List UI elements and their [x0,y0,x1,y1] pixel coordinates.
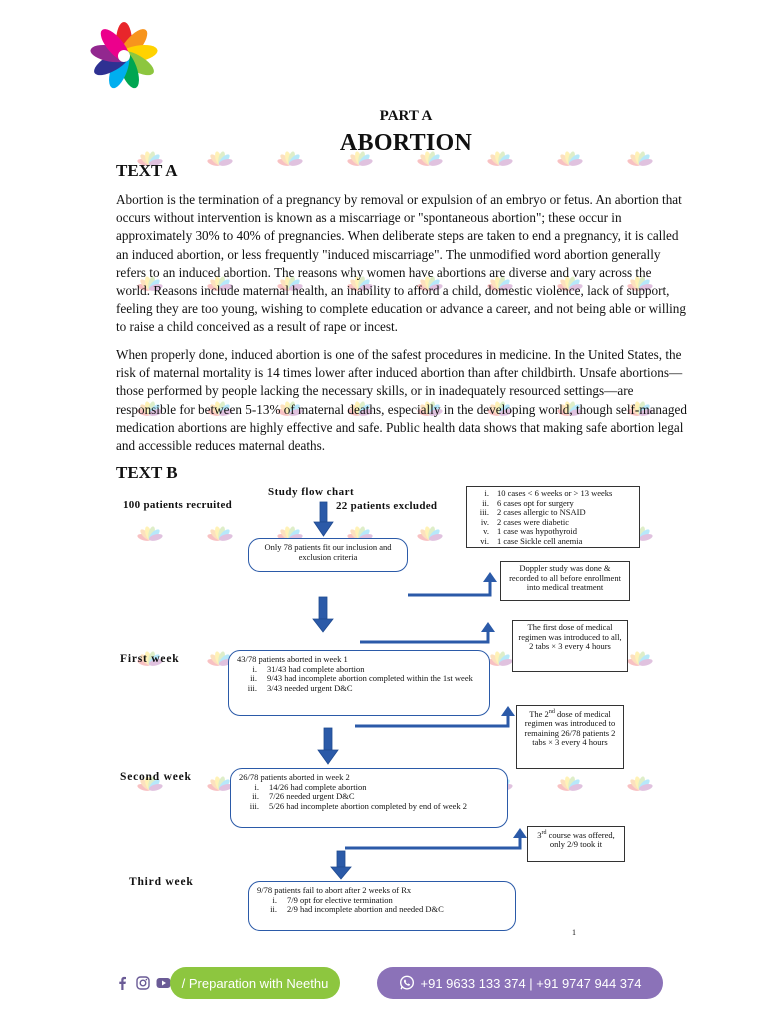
exclusion-item-text: 1 case was hypothyroid [497,526,578,536]
exclusion-item-text: 1 case Sickle cell anemia [497,535,583,546]
week-1-head: 43/78 patients aborted in week 1 [237,654,348,664]
text-b-heading: TEXT B [116,463,178,482]
text-a-heading: TEXT A [116,161,178,180]
patients-excluded: 22 patients excluded [336,500,438,512]
page-title: ABORTION [339,130,473,156]
week1-item [237,684,481,694]
social-links [114,975,171,990]
whatsapp-icon [399,975,415,991]
watermark-logo-icon [624,650,656,684]
second-dose-sup: nd [548,709,555,715]
week-3-box [248,881,516,931]
week3-item-text: 7/9 opt for elective termination [287,894,393,905]
inclusion-box: Only 78 patients fit our inclusion and exclusion criteria [248,538,408,572]
first-week-label: First week [120,653,180,665]
week3-item-text: 2/9 had incomplete abortion and needed D&C [287,904,444,914]
week-2-items [239,783,499,812]
week2-item-text: 14/26 had complete abortion [269,781,367,792]
third-course-pre: 3 [537,829,542,840]
second-dose-text-pre: The 2 [529,708,549,719]
instagram-icon[interactable] [135,975,150,990]
preparation-with-neethu-link[interactable]: / Preparation with Neethu [170,967,340,999]
week-1-box [228,650,490,716]
exclusion-item-text: 2 cases were diabetic [497,516,569,527]
week-3-head: 9/78 patients fail to abort after 2 weeks of Rx [257,885,412,895]
week1-item-number: iii. [247,682,257,693]
third-course-box [527,826,625,862]
patients-recruited: 100 patients recruited [123,499,233,511]
exclusion-item-number: v. [483,526,489,536]
week1-item-number: ii. [250,673,257,683]
week1-item-number: i. [252,663,257,674]
doppler-box: Doppler study was done & recorded to all before enrollment into medical treatment [500,561,630,601]
week1-item-text: 3/43 needed urgent D&C [267,682,353,693]
watermark-logo-icon [624,775,656,809]
week1-item-text: 31/43 had complete abortion [267,663,365,674]
watermark-logo-icon [134,525,166,559]
third-week-label: Third week [129,876,194,888]
footer-bar [0,962,768,1002]
exclusion-item-text: 10 cases < 6 weeks or > 13 weeks [497,488,613,498]
part-heading: PART A [379,108,433,124]
second-dose-text-post: dose of medical regimen was introduced to remaining 26/78 patients 2 tabs × 3 every 4 hours [524,708,616,748]
week3-item-number: ii. [270,904,277,914]
week2-item-number: iii. [249,800,259,811]
third-course-sup: rd [541,830,547,836]
exclusion-item-text: 2 cases allergic to NSAID [497,507,586,517]
third-course-post: course was offered, only 2/9 took it [546,829,615,850]
exclusion-item-number: iii. [479,507,489,517]
page-number: 1 [572,928,576,937]
week2-item-number: i. [254,781,259,792]
exclusion-list-box [466,486,640,548]
week3-item [257,905,507,915]
week-2-box [230,768,508,828]
watermark-logo-icon [414,525,446,559]
week1-item-text: 9/43 had incomplete abortion completed within the 1st week [267,673,473,683]
phone-contact-pill[interactable] [377,967,663,999]
week2-item-text: 5/26 had incomplete abortion completed by end of week 2 [269,800,468,811]
exclusion-item-number: vi. [480,535,489,546]
week-3-items [257,896,507,915]
exclusion-item [471,537,635,547]
week2-item-text: 7/26 needed urgent D&C [269,791,355,801]
week-1-items [237,665,481,694]
watermark-logo-icon [204,525,236,559]
exclusion-item-number: iv. [480,516,489,527]
phone-numbers: +91 9633 133 374 | +91 9747 944 374 [420,975,642,991]
flow-chart-title: Study flow chart [268,486,355,498]
exclusion-item-number: ii. [482,497,489,508]
exclusion-item-text: 6 cases opt for surgery [497,497,574,508]
week2-item [239,802,499,812]
text-a-paragraph-2: When properly done, induced abortion is one of the safest procedures in medicine. In the United States, the risk of maternal mortality is 14 times lower after induced abortion than after childbirth. Unsafe abortions—those performed by people lacking the necessary skills, or in inadequately resourced settings—are responsible for between 5-13% of maternal deaths, especially in the developing world, though self-managed medication abortions are highly effective and safe. Public health data shows that making safe abortion legal and accessible reduces maternal deaths. [116,347,687,454]
youtube-icon[interactable] [156,975,171,990]
second-dose-box [516,705,624,769]
facebook-icon[interactable] [114,975,129,990]
watermark-logo-icon [554,775,586,809]
text-a-paragraph-1: Abortion is the termination of a pregnancy by removal or expulsion of an embryo or fetus. An abortion that occurs without intervention is known as a miscarriage or "spontaneous abortion"; these occur in approximately 30% to 40% of pregnancies. When deliberate steps are taken to end a pregnancy, it is called an induced abortion, or less frequently "induced miscarriage". The unmodified word abortion generally refers to an induced abortion. The reasons why women have abortions are diverse and vary across the world. Reasons include maternal health, an inability to afford a child, domestic violence, lack of support, feeling they are too young, wishing to complete education or advance a career, and not being able or willing to raise a child conceived as a result of rape or incest. [116,192,686,335]
exclusion-item-number: i. [484,488,489,498]
week-2-head: 26/78 patients aborted in week 2 [239,772,350,782]
week3-item-number: i. [272,894,277,905]
second-week-label: Second week [120,771,192,783]
week2-item-number: ii. [252,791,259,801]
first-dose-box: The first dose of medical regimen was introduced to all, 2 tabs × 3 every 4 hours [512,620,628,672]
hands-flower-icon [88,20,160,92]
